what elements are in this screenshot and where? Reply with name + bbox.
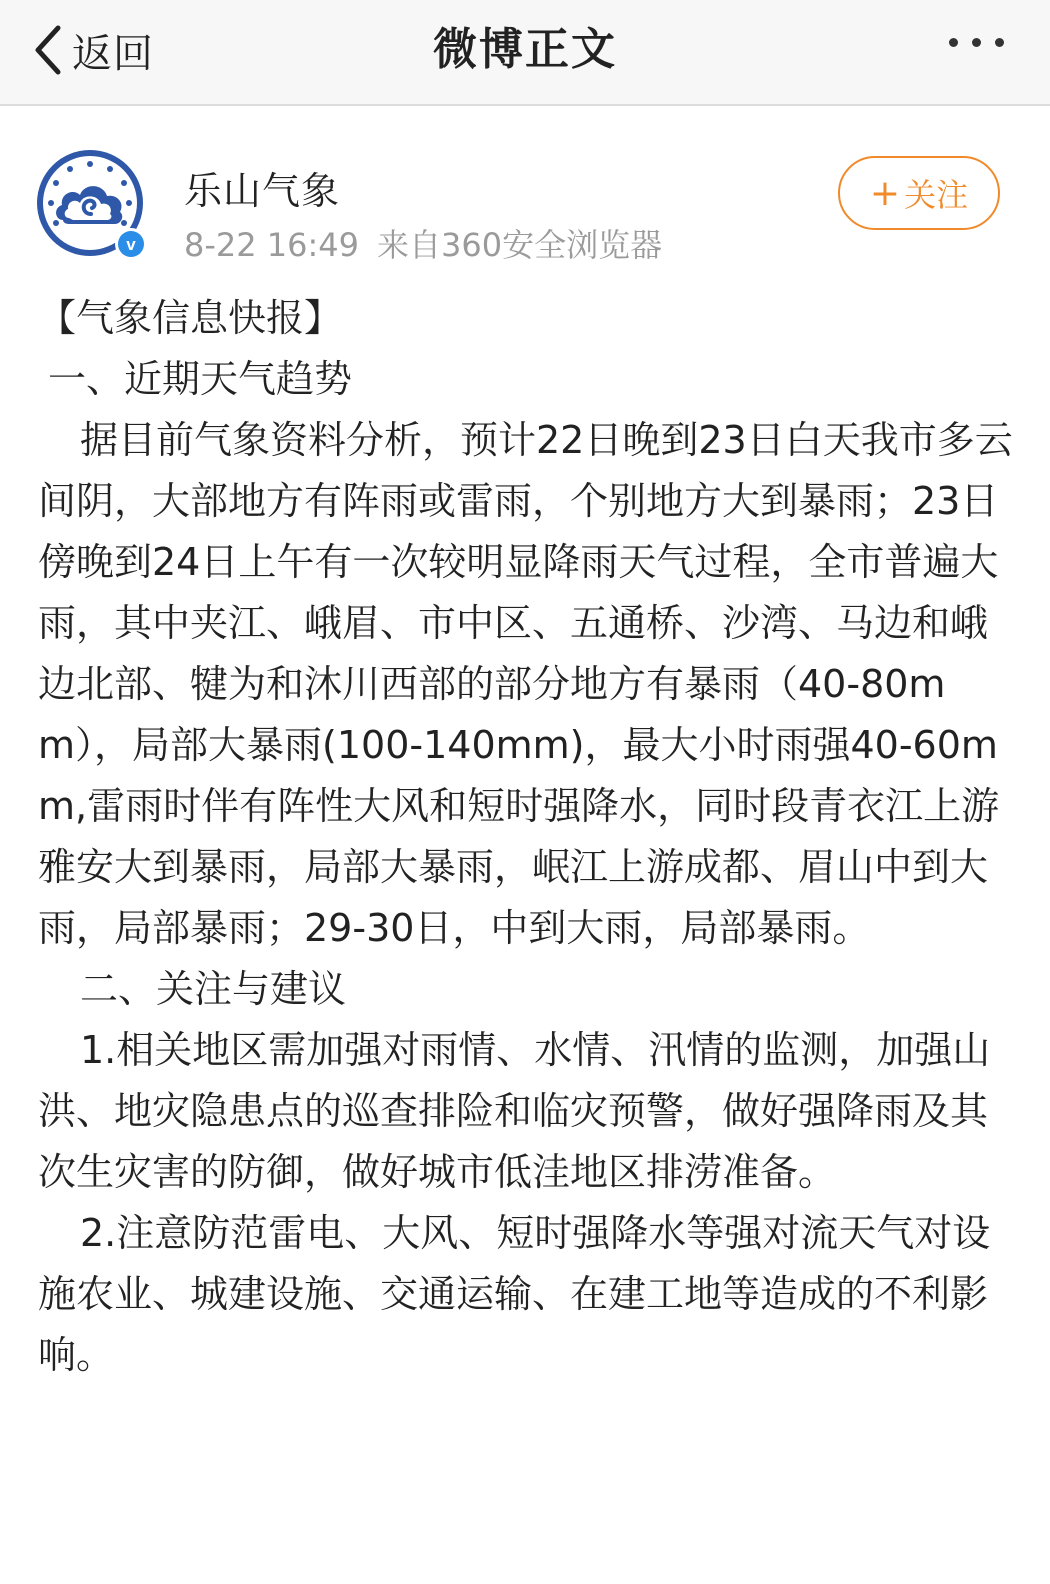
advice-item-2: 2.注意防范雷电、大风、短时强降水等强对流天气对设施农业、城建设施、交通运输、在建工地等造成的不利影响。 <box>38 1211 991 1377</box>
back-label: 返回 <box>72 30 154 77</box>
plus-icon: + <box>869 172 901 214</box>
post-heading: 【气象信息快报】 <box>38 296 343 340</box>
more-dot-icon <box>949 38 958 47</box>
verified-badge-icon: v <box>126 235 136 254</box>
forecast-paragraph: 据目前气象资料分析，预计22日晚到23日白天我市多云间阴，大部地方有阵雨或雷雨，个别地方大到暴雨；23日傍晚到24日上午有一次较明显降雨天气过程，全市普遍大雨，其中夹江、峨眉、市中区、五通桥、沙湾、马边和峨边北部、犍为和沐川西部的部分地方有暴雨（40-80mm），局部大暴雨(100-140mm)，最大小时雨强40-60mm,雷雨时伴有阵性大风和短时强降水，同时段青衣江上游雅安大到暴雨，局部大暴雨，岷江上游成都、眉山中到大雨，局部暴雨；29-30日，中到大雨，局部暴雨。 <box>38 418 1013 950</box>
nav-bar <box>0 0 1050 106</box>
avatar[interactable] <box>35 148 149 262</box>
more-dot-icon <box>995 38 1004 47</box>
more-button[interactable] <box>949 38 1004 47</box>
post-time: 8-22 16:49 <box>184 226 360 264</box>
post-meta <box>184 220 662 266</box>
page-title: 微博正文 <box>433 24 617 75</box>
follow-label: 关注 <box>904 176 969 214</box>
advice-item-1: 1.相关地区需加强对雨情、水情、汛情的监测，加强山洪、地灾隐患点的巡查排险和临灾预警，做好强降雨及其次生灾害的防御，做好城市低洼地区排涝准备。 <box>38 1028 991 1194</box>
post-content <box>38 288 1013 1386</box>
weather-logo-icon <box>35 148 149 262</box>
section-heading-trend: 一、近期天气趋势 <box>48 357 353 401</box>
author-name[interactable]: 乐山气象 <box>184 169 341 213</box>
follow-button[interactable] <box>838 156 1000 230</box>
more-dot-icon <box>972 38 981 47</box>
section-heading-advice: 二、关注与建议 <box>80 967 347 1011</box>
post-source: 来自360安全浏览器 <box>377 226 663 264</box>
